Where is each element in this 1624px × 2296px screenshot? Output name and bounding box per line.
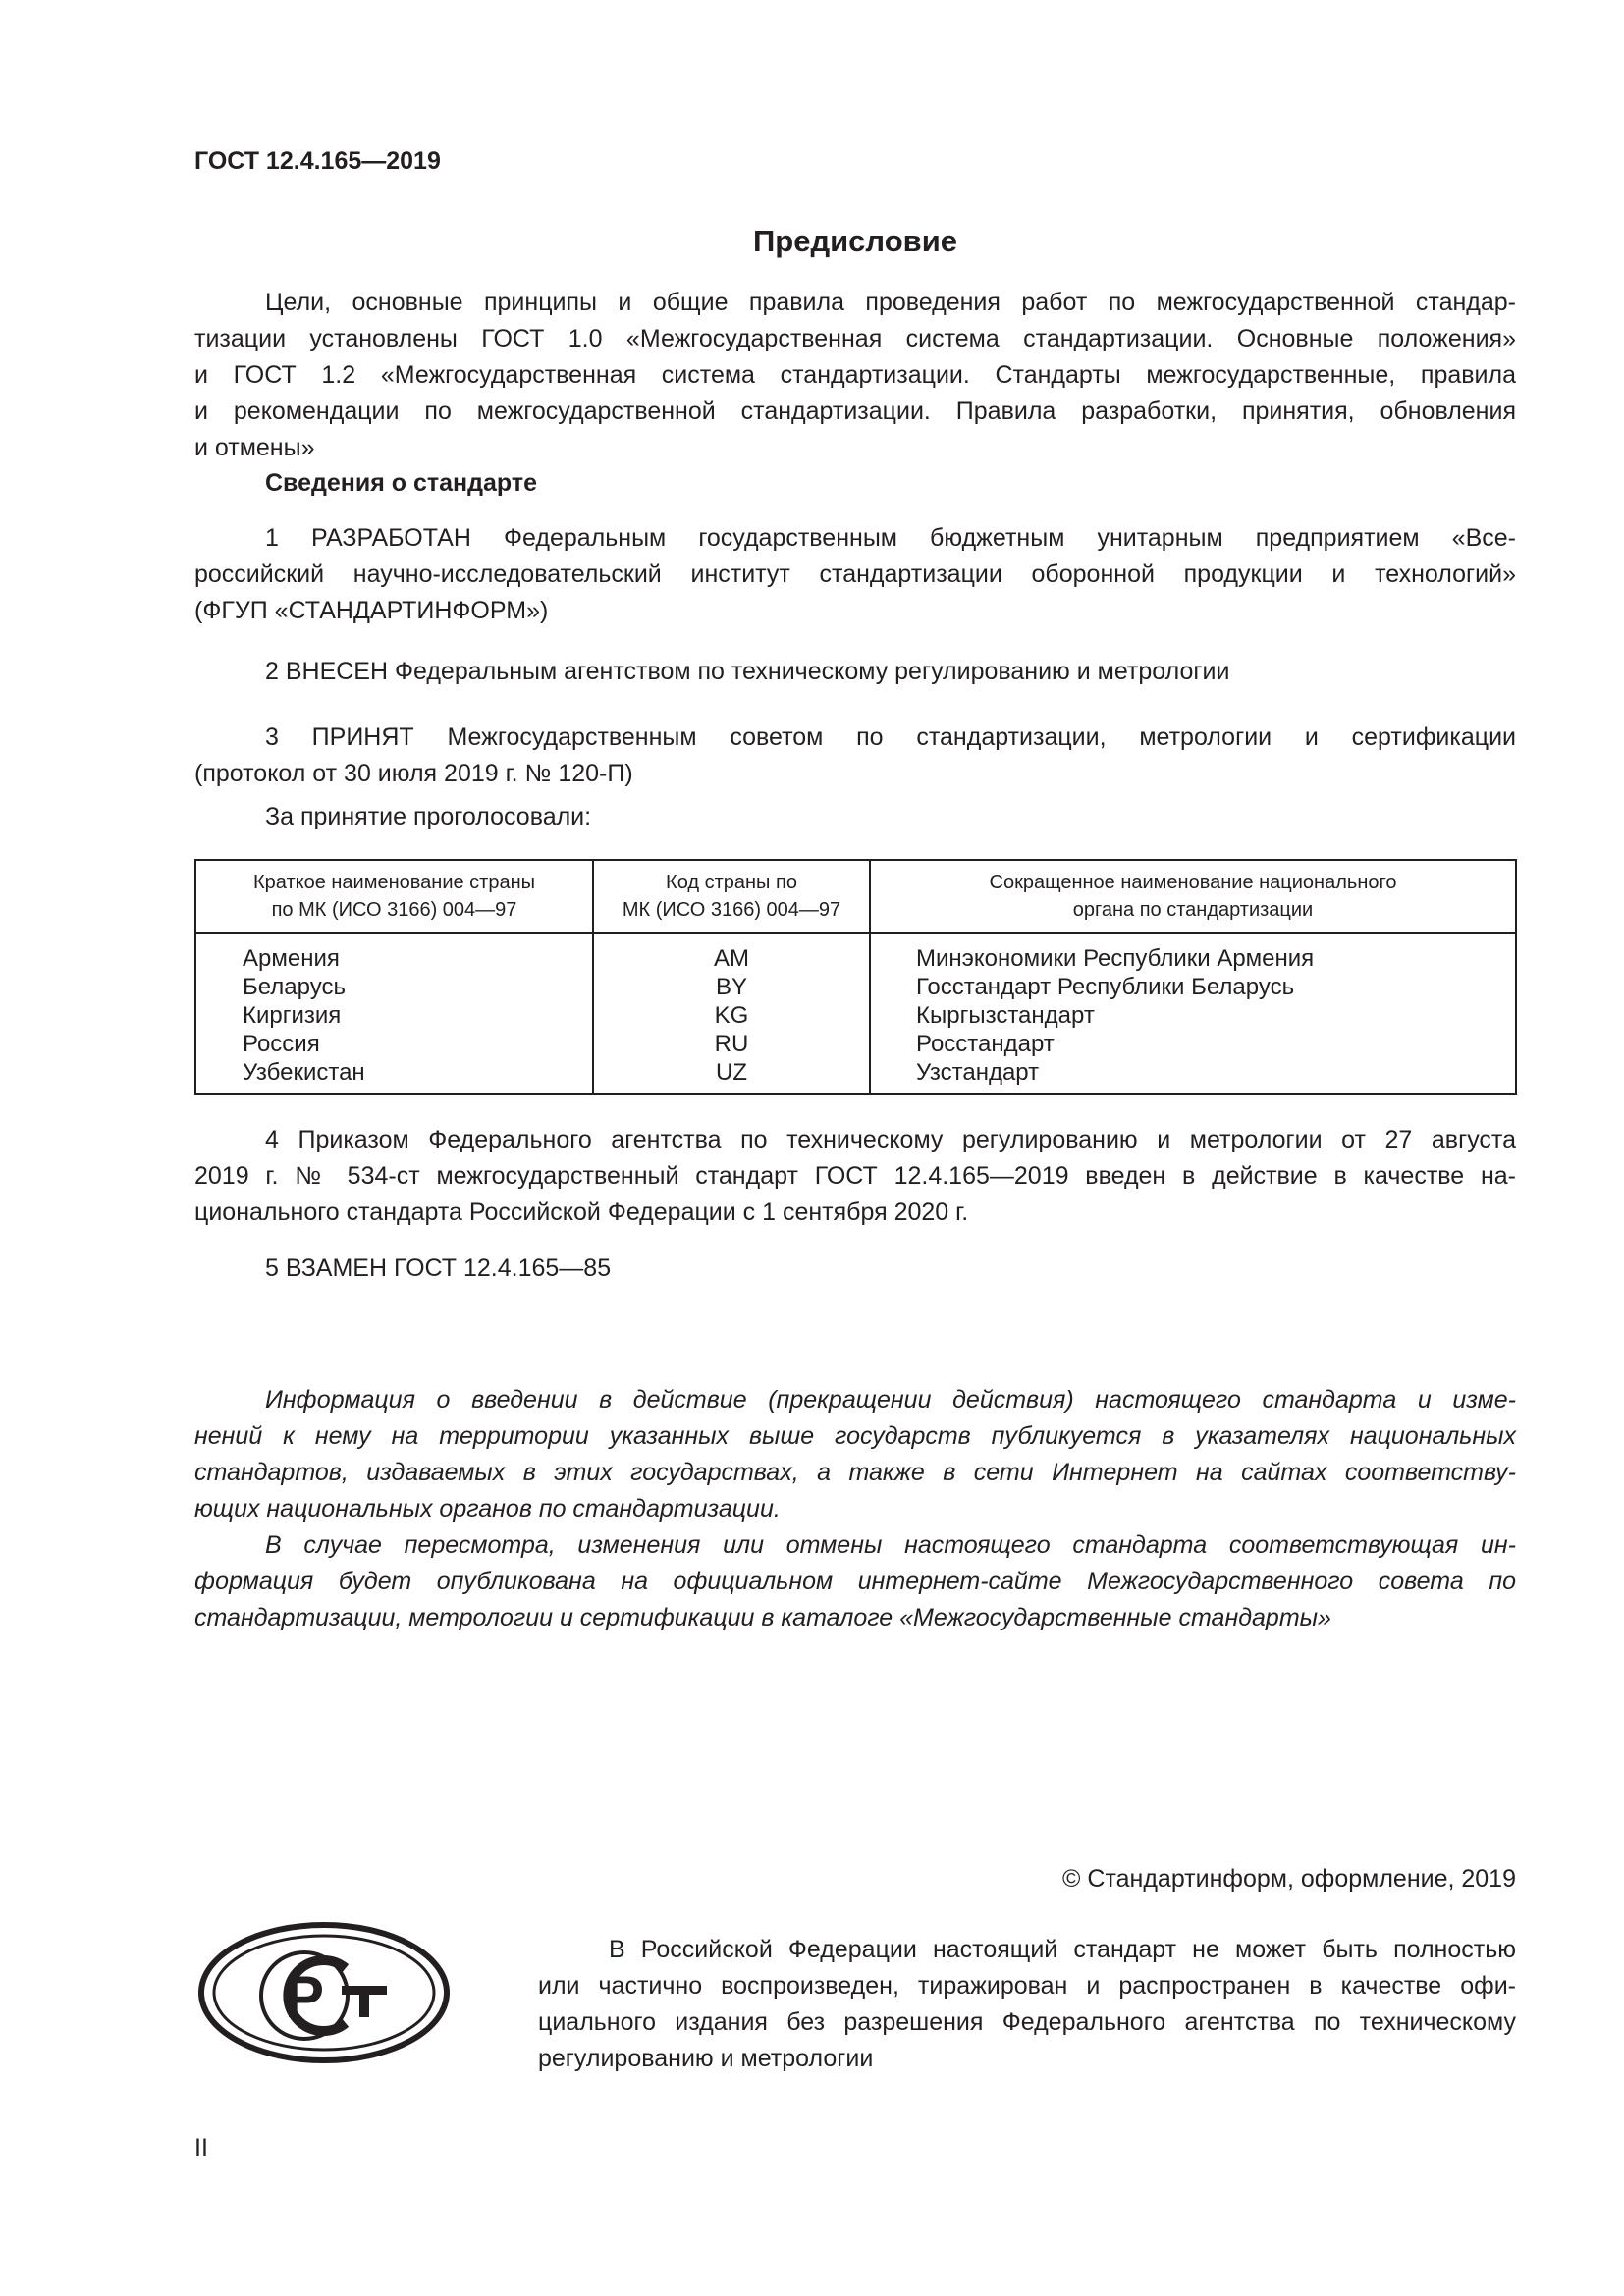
intro-paragraph — [194, 285, 1516, 466]
text-line: В случае пересмотра, изменения или отмены настоящего стандарта соответствующая ин- — [265, 1531, 1516, 1559]
header-line: МК (ИСО 3166) 004—97 — [622, 899, 841, 921]
text-line: ционального стандарта Российской Федерации с 1 сентября 2020 г. — [194, 1199, 969, 1226]
code-column — [594, 944, 869, 1087]
table-cell: Россия — [243, 1031, 320, 1057]
notice-paragraph-2 — [194, 1527, 1516, 1636]
table-cell: Киргизия — [243, 1002, 342, 1029]
table-cell: BY — [715, 974, 747, 1000]
rst-certification-logo-icon — [196, 1919, 452, 2071]
text-line: (протокол от 30 июля 2019 г. № 120-П) — [194, 760, 633, 787]
table-cell: Армения — [243, 945, 340, 972]
item-1-paragraph — [194, 520, 1516, 629]
table-cell: Узстандарт — [916, 1059, 1040, 1086]
text-line: 4 Приказом Федерального агентства по техническому регулированию и метрологии от 27 августа — [265, 1126, 1516, 1153]
text-line: стандартизации, метрологии и сертификации в каталоге «Межгосударственные стандарты» — [194, 1604, 1331, 1631]
header-line: по МК (ИСО 3166) 004—97 — [271, 899, 517, 921]
text-line: и ГОСТ 1.2 «Межгосударственная система стандартизации. Стандарты межгосударственные, правила — [194, 361, 1516, 389]
table-cell: KG — [714, 1002, 749, 1029]
text-line: нений к нему на территории указанных выше государств публикуется в указателях национальных — [194, 1422, 1516, 1450]
table-cell: Узбекистан — [243, 1059, 365, 1086]
text-line: или частично воспроизведен, тиражирован и распространен в качестве офи- — [538, 1972, 1516, 2000]
header-line: Сокращенное наименование национального — [989, 872, 1397, 893]
header-line: органа по стандартизации — [1072, 899, 1314, 921]
table-header-code — [594, 869, 869, 924]
page-number: II — [194, 2134, 208, 2162]
table-cell: Росстандарт — [916, 1031, 1055, 1057]
table-header-body — [871, 869, 1515, 924]
text-line: 1 РАЗРАБОТАН Федеральным государственным бюджетным унитарным предприятием «Все- — [265, 524, 1516, 552]
table-cell: AM — [714, 945, 749, 972]
text-line: 3 ПРИНЯТ Межгосударственным советом по стандартизации, метрологии и сертификации — [265, 723, 1516, 751]
table-cell: Минэкономики Республики Армения — [916, 945, 1315, 972]
table-header-country — [196, 869, 592, 924]
text-line: Информация о введении в действие (прекращении действия) настоящего стандарта и изме- — [265, 1386, 1516, 1414]
text-line: регулированию и метрологии — [538, 2045, 874, 2072]
vote-label: За принятие проголосовали: — [265, 803, 592, 830]
item-4-paragraph — [194, 1122, 1516, 1231]
notice-paragraph-1 — [194, 1382, 1516, 1527]
header-line: Код страны по — [666, 872, 797, 893]
text-line: и рекомендации по межгосударственной стандартизации. Правила разработки, принятия, обновления — [194, 398, 1516, 425]
country-column — [243, 944, 365, 1087]
page-title: Предисловие — [752, 224, 957, 258]
svg-text:P: P — [284, 1964, 325, 2030]
table-cell: RU — [714, 1031, 749, 1057]
rights-notice — [538, 1932, 1516, 2077]
text-line: российский научно-исследовательский институт стандартизации оборонной продукции и технологий» — [194, 561, 1516, 588]
text-line: стандартов, издаваемых в этих государствах, а также в сети Интернет на сайтах соответству- — [194, 1459, 1516, 1486]
text-line: циального издания без разрешения Федерального агентства по техническому — [538, 2008, 1516, 2036]
table-cell: Беларусь — [243, 974, 346, 1000]
text-line: формация будет опубликована на официальном интернет-сайте Межгосударственного совета по — [194, 1568, 1516, 1595]
item-5-paragraph: 5 ВЗАМЕН ГОСТ 12.4.165—85 — [265, 1255, 612, 1282]
text-line: и отмены» — [194, 434, 315, 461]
table-header-divider — [196, 932, 1515, 934]
voting-table — [194, 859, 1517, 1095]
table-cell: Кыргызстандарт — [916, 1002, 1095, 1029]
section-heading: Сведения о стандарте — [265, 469, 538, 497]
text-line: 2019 г. № 534-ст межгосударственный стандарт ГОСТ 12.4.165—2019 введен в действие в качестве на- — [194, 1162, 1516, 1190]
text-line: ющих национальных органов по стандартизации. — [194, 1495, 781, 1522]
item-3-paragraph — [194, 720, 1516, 792]
table-cell: Госстандарт Республики Беларусь — [916, 974, 1295, 1000]
table-cell: UZ — [716, 1059, 747, 1086]
text-line: тизации установлены ГОСТ 1.0 «Межгосударственная система стандартизации. Основные положения» — [194, 325, 1516, 352]
body-column — [916, 944, 1314, 1087]
item-2-paragraph: 2 ВНЕСЕН Федеральным агентством по техническому регулированию и метрологии — [265, 658, 1230, 685]
copyright-notice: © Стандартинформ, оформление, 2019 — [1062, 1865, 1516, 1893]
text-line: (ФГУП «СТАНДАРТИНФОРМ») — [194, 597, 549, 624]
header-line: Краткое наименование страны — [252, 872, 536, 893]
text-line: Цели, основные принципы и общие правила проведения работ по межгосударственной стандар- — [265, 289, 1516, 316]
document-code-header: ГОСТ 12.4.165—2019 — [194, 147, 441, 175]
text-line: В Российской Федерации настоящий стандарт не может быть полностью — [609, 1936, 1516, 1963]
